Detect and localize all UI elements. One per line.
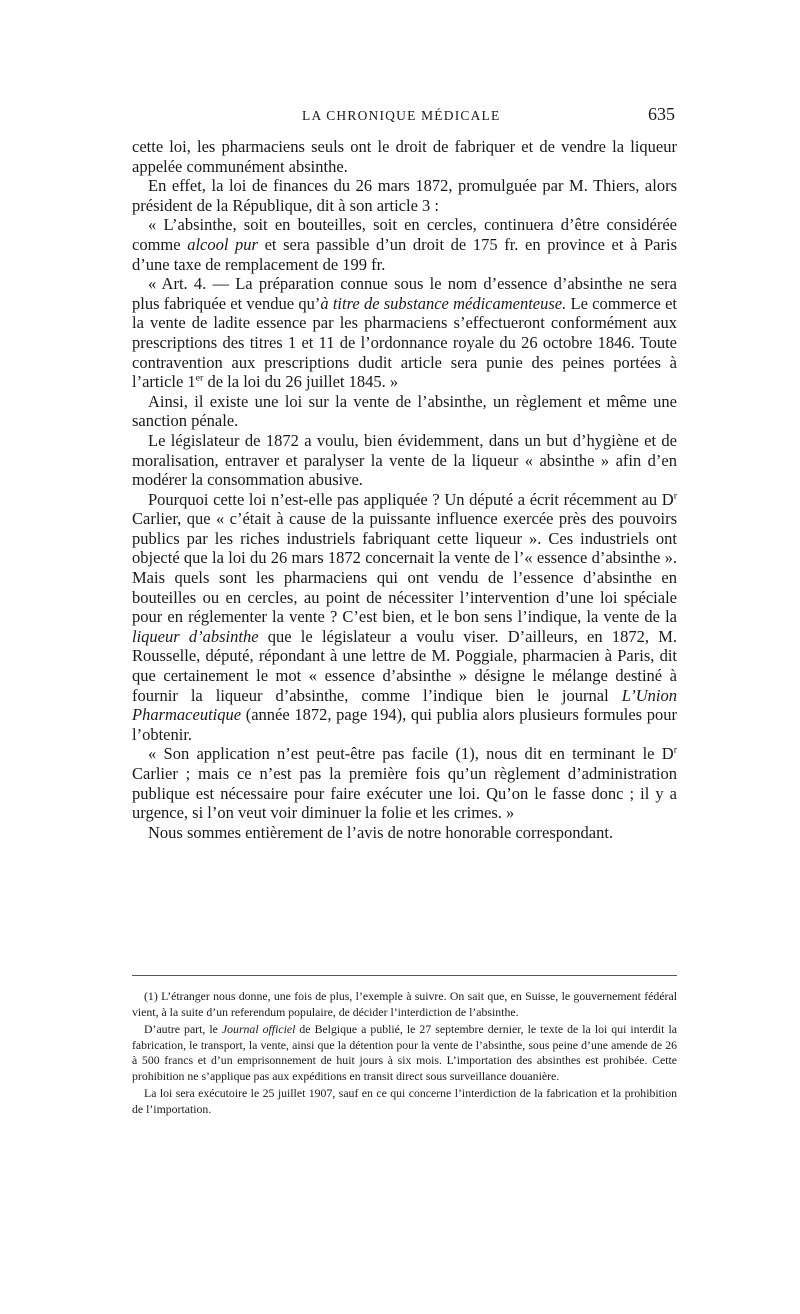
text-segment: « Son application n’est peut-être pas facile (1), nous dit en terminant le D — [148, 744, 674, 764]
footnote — [132, 1086, 677, 1117]
text-segment: En effet, la loi de finances du 26 mars 1872, promulguée par M. Thiers, alors président de la République, dit à son article 3 : — [132, 176, 677, 215]
footnotes — [132, 989, 677, 1119]
italic-text: alcool pur — [187, 234, 258, 254]
page-number: 635 — [648, 104, 675, 124]
paragraph — [132, 744, 677, 822]
italic-text: L’Union Pharmaceutique — [132, 685, 677, 725]
running-title: LA CHRONIQUE MÉDICALE — [302, 108, 501, 123]
paragraph — [132, 137, 677, 176]
main-text — [132, 137, 677, 842]
superscript: r — [673, 744, 677, 756]
text-segment: Nous sommes entièrement de l’avis de notre honorable correspondant. — [148, 822, 614, 842]
superscript: r — [673, 490, 677, 502]
text-segment: de Belgique a publié, le 27 septembre dernier, le texte de la loi qui interdit la fabrication, le transport, la vente, ainsi que la détention pour la vente de l’absinthe, sous peine d’une amende de 26 à 500 francs et d’un emprisonnement de huit jours à six mois. L’importation des absinthes est prohibée. Cette prohibition ne s’applique pas aux expéditions en transit direct sous surveillance douanière. — [132, 1022, 677, 1083]
text-segment: (année 1872, page 194), qui publia alors plusieurs formules pour l’obtenir. — [132, 705, 677, 744]
paragraph — [132, 823, 677, 843]
superscript: er — [195, 372, 204, 384]
italic-text: à titre de substance médicamenteuse. — [320, 293, 567, 313]
page-header — [132, 104, 677, 128]
text-segment: cette loi, les pharmaciens seuls ont le droit de fabriquer et de vendre la liqueur appelée communément absinthe. — [132, 137, 677, 176]
paragraph — [132, 431, 677, 490]
text-segment: que le législateur a voulu viser. D’ailleurs, en 1872, M. Rousselle, député, répondant à une lettre de M. Poggiale, pharmacien à Paris, dit que certainement le mot « essence d’absinthe » désigne le mélange destiné à fournir la liqueur d’absinthe, comme l’indique bien le journal — [132, 626, 677, 705]
footnote — [132, 989, 677, 1020]
footnote — [132, 1022, 677, 1084]
footnote-divider — [132, 975, 677, 976]
paragraph — [132, 215, 677, 274]
text-segment: Pourquoi cette loi n’est-elle pas appliquée ? Un député a écrit récemment au D — [148, 489, 674, 509]
paragraph — [132, 392, 677, 431]
text-segment: Carlier ; mais ce n’est pas la première fois qu’un règlement d’administration publique est nécessaire pour faire exécuter une loi. Qu’on le fasse donc ; il y a urgence, si l’on veut voir diminuer la folie et les crimes. » — [132, 764, 677, 823]
text-segment: Ainsi, il existe une loi sur la vente de l’absinthe, un règlement et même une sanction pénale. — [132, 391, 677, 431]
text-segment: et sera passible d’un droit de 175 fr. en province et à Paris d’une taxe de remplacement de 199 fr. — [132, 234, 677, 274]
paragraph — [132, 490, 677, 745]
text-segment: (1) L’étranger nous donne, une fois de plus, l’exemple à suivre. On sait que, en Suisse, le gouvernement fédéral vient, à la suite d’un referendum populaire, de décider l’interdiction de l’absinthe. — [132, 989, 677, 1019]
text-segment: Le commerce et la vente de ladite essence par les pharmaciens s’effectueront conformément aux prescriptions des titres 1 et 11 de l’ordonnance royale du 26 octobre 1846. Toute contravention aux prescriptions dudit article sera punie des peines portées à l’article 1 — [132, 293, 677, 392]
text-segment: D’autre part, le — [144, 1022, 222, 1036]
text-segment: Le législateur de 1872 a voulu, bien évidemment, dans un but d’hygiène et de moralisation, entraver et paralyser la vente de la liqueur « absinthe » afin d’en modérer la consommation abusive. — [132, 430, 677, 490]
text-segment: de la loi du 26 juillet 1845. » — [203, 372, 399, 392]
italic-text: liqueur d’absinthe — [132, 626, 259, 646]
paragraph — [132, 176, 677, 215]
text-segment: « Art. 4. — La préparation connue sous le nom d’essence d’absinthe ne sera plus fabriquée et vendue qu’ — [132, 274, 677, 313]
text-segment: « L’absinthe, soit en bouteilles, soit en cercles, continuera d’être considérée comme — [132, 215, 677, 254]
text-segment: La loi sera exécutoire le 25 juillet 1907, sauf en ce qui concerne l’interdiction de la fabrication et la prohibition de l’importation. — [132, 1086, 677, 1116]
italic-text: Journal officiel — [221, 1022, 296, 1036]
paragraph — [132, 274, 677, 392]
text-segment: Carlier, que « c’était à cause de la puissante influence exercée près des pouvoirs publics par les riches industriels fabriquant cette liqueur ». Ces industriels ont objecté que la loi du 26 mars 1872 concernait la vente de l’« essence d’absinthe ». Mais quels sont les pharmaciens qui ont vendu de l’essence d’absinthe en bouteilles ou en cercles, au point de nécessiter l’intervention d’une loi spéciale pour en réglementer la vente ? C’est bien, et le bon sens l’indique, la vente de la — [132, 509, 677, 627]
